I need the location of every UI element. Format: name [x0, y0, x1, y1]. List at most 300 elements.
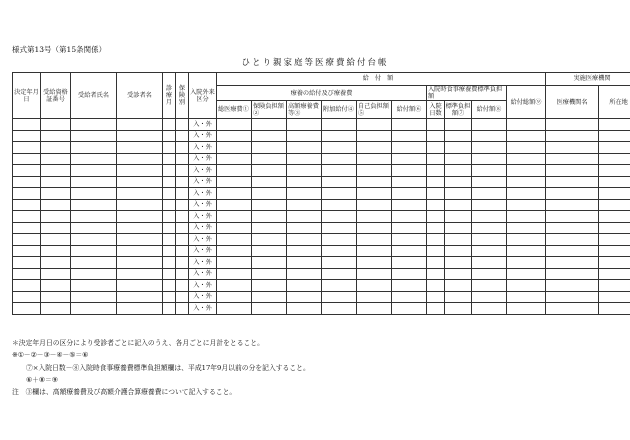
- ledger-cell[interactable]: [117, 245, 163, 257]
- ledger-cell[interactable]: [252, 130, 287, 142]
- ledger-cell[interactable]: [117, 268, 163, 280]
- ledger-cell[interactable]: [163, 245, 176, 257]
- ledger-cell[interactable]: [13, 188, 41, 200]
- ledger-cell[interactable]: [445, 257, 472, 269]
- ledger-cell[interactable]: [217, 257, 252, 269]
- ledger-cell[interactable]: [287, 234, 322, 246]
- ledger-cell[interactable]: [445, 211, 472, 223]
- ledger-cell[interactable]: [117, 153, 163, 165]
- ledger-cell[interactable]: [427, 268, 445, 280]
- ledger-cell[interactable]: [507, 280, 546, 292]
- ledger-cell[interactable]: [507, 142, 546, 154]
- ledger-cell[interactable]: [472, 153, 507, 165]
- ledger-cell[interactable]: [357, 119, 392, 131]
- ledger-cell[interactable]: [163, 291, 176, 303]
- ledger-cell[interactable]: [71, 176, 117, 188]
- ledger-cell[interactable]: [71, 188, 117, 200]
- ledger-cell[interactable]: [13, 130, 41, 142]
- ledger-cell[interactable]: [117, 257, 163, 269]
- ledger-cell[interactable]: [287, 176, 322, 188]
- ledger-cell[interactable]: [176, 245, 189, 257]
- ledger-cell[interactable]: [445, 303, 472, 315]
- ledger-cell[interactable]: [176, 188, 189, 200]
- ledger-cell[interactable]: [176, 211, 189, 223]
- ledger-cell[interactable]: [322, 268, 357, 280]
- ledger-cell[interactable]: [599, 222, 630, 234]
- ledger-cell[interactable]: [71, 222, 117, 234]
- ledger-cell[interactable]: [163, 211, 176, 223]
- ledger-cell[interactable]: [217, 222, 252, 234]
- ledger-cell[interactable]: [41, 303, 71, 315]
- ledger-cell[interactable]: [507, 291, 546, 303]
- ledger-cell[interactable]: [392, 245, 427, 257]
- ledger-cell[interactable]: [117, 222, 163, 234]
- ledger-cell[interactable]: [427, 303, 445, 315]
- ledger-cell[interactable]: [176, 165, 189, 177]
- ledger-cell[interactable]: [472, 165, 507, 177]
- ledger-cell[interactable]: [176, 176, 189, 188]
- ledger-cell[interactable]: [322, 245, 357, 257]
- ledger-cell[interactable]: [472, 188, 507, 200]
- ledger-cell[interactable]: [599, 245, 630, 257]
- ledger-cell[interactable]: [252, 303, 287, 315]
- ledger-cell[interactable]: [427, 245, 445, 257]
- ledger-cell[interactable]: [392, 211, 427, 223]
- ledger-cell[interactable]: [599, 257, 630, 269]
- ledger-cell[interactable]: [117, 142, 163, 154]
- ledger-cell[interactable]: [176, 280, 189, 292]
- ledger-cell[interactable]: [163, 257, 176, 269]
- ledger-cell[interactable]: [427, 176, 445, 188]
- ledger-cell[interactable]: [41, 130, 71, 142]
- ledger-cell[interactable]: [13, 257, 41, 269]
- ledger-cell[interactable]: [546, 222, 599, 234]
- ledger-cell[interactable]: [445, 222, 472, 234]
- ledger-cell[interactable]: [71, 268, 117, 280]
- ledger-cell[interactable]: [546, 245, 599, 257]
- ledger-cell[interactable]: [13, 280, 41, 292]
- ledger-cell[interactable]: [599, 153, 630, 165]
- ledger-cell[interactable]: [13, 303, 41, 315]
- ledger-cell[interactable]: [163, 130, 176, 142]
- ledger-cell[interactable]: [445, 268, 472, 280]
- ledger-cell[interactable]: [599, 199, 630, 211]
- ledger-cell[interactable]: [599, 142, 630, 154]
- ledger-cell[interactable]: [357, 222, 392, 234]
- ledger-cell[interactable]: [217, 153, 252, 165]
- ledger-cell[interactable]: [117, 211, 163, 223]
- ledger-cell[interactable]: [599, 268, 630, 280]
- ledger-cell[interactable]: [357, 257, 392, 269]
- ledger-cell[interactable]: [252, 199, 287, 211]
- ledger-cell[interactable]: [217, 130, 252, 142]
- ledger-cell[interactable]: [71, 257, 117, 269]
- ledger-cell[interactable]: [599, 211, 630, 223]
- ledger-cell[interactable]: [546, 176, 599, 188]
- ledger-cell[interactable]: [322, 303, 357, 315]
- ledger-cell[interactable]: [322, 280, 357, 292]
- ledger-cell[interactable]: [445, 245, 472, 257]
- ledger-cell[interactable]: [117, 199, 163, 211]
- ledger-cell[interactable]: [507, 222, 546, 234]
- ledger-cell[interactable]: [252, 268, 287, 280]
- ledger-cell[interactable]: [41, 165, 71, 177]
- ledger-cell[interactable]: [546, 211, 599, 223]
- ledger-cell[interactable]: [252, 280, 287, 292]
- ledger-cell[interactable]: [13, 245, 41, 257]
- ledger-cell[interactable]: [41, 176, 71, 188]
- ledger-cell[interactable]: [472, 199, 507, 211]
- ledger-cell[interactable]: [13, 199, 41, 211]
- ledger-cell[interactable]: [392, 199, 427, 211]
- ledger-cell[interactable]: [472, 257, 507, 269]
- ledger-cell[interactable]: [599, 303, 630, 315]
- ledger-cell[interactable]: [287, 165, 322, 177]
- ledger-cell[interactable]: [599, 130, 630, 142]
- ledger-cell[interactable]: [322, 153, 357, 165]
- ledger-cell[interactable]: [287, 268, 322, 280]
- ledger-cell[interactable]: [322, 222, 357, 234]
- ledger-cell[interactable]: [472, 291, 507, 303]
- ledger-cell[interactable]: [41, 291, 71, 303]
- ledger-cell[interactable]: [507, 176, 546, 188]
- ledger-cell[interactable]: [13, 176, 41, 188]
- ledger-cell[interactable]: [176, 222, 189, 234]
- ledger-cell[interactable]: [71, 280, 117, 292]
- ledger-cell[interactable]: [13, 165, 41, 177]
- ledger-cell[interactable]: [507, 130, 546, 142]
- ledger-cell[interactable]: [472, 211, 507, 223]
- ledger-cell[interactable]: [41, 222, 71, 234]
- ledger-cell[interactable]: [176, 142, 189, 154]
- ledger-cell[interactable]: [71, 303, 117, 315]
- ledger-cell[interactable]: [287, 257, 322, 269]
- ledger-cell[interactable]: [472, 142, 507, 154]
- ledger-cell[interactable]: [13, 268, 41, 280]
- ledger-cell[interactable]: [163, 268, 176, 280]
- ledger-cell[interactable]: [117, 130, 163, 142]
- ledger-cell[interactable]: [287, 188, 322, 200]
- ledger-cell[interactable]: [252, 257, 287, 269]
- ledger-cell[interactable]: [41, 153, 71, 165]
- ledger-cell[interactable]: [322, 119, 357, 131]
- ledger-cell[interactable]: [163, 303, 176, 315]
- ledger-cell[interactable]: [427, 130, 445, 142]
- ledger-cell[interactable]: [163, 280, 176, 292]
- ledger-cell[interactable]: [546, 142, 599, 154]
- ledger-cell[interactable]: [546, 199, 599, 211]
- ledger-cell[interactable]: [252, 188, 287, 200]
- ledger-cell[interactable]: [13, 119, 41, 131]
- ledger-cell[interactable]: [287, 291, 322, 303]
- ledger-cell[interactable]: [217, 142, 252, 154]
- ledger-cell[interactable]: [71, 165, 117, 177]
- ledger-cell[interactable]: [445, 165, 472, 177]
- ledger-cell[interactable]: [472, 222, 507, 234]
- ledger-cell[interactable]: [392, 257, 427, 269]
- ledger-cell[interactable]: [472, 119, 507, 131]
- ledger-cell[interactable]: [287, 199, 322, 211]
- ledger-cell[interactable]: [427, 199, 445, 211]
- ledger-cell[interactable]: [472, 303, 507, 315]
- ledger-cell[interactable]: [445, 280, 472, 292]
- ledger-cell[interactable]: [507, 199, 546, 211]
- ledger-cell[interactable]: [445, 142, 472, 154]
- ledger-cell[interactable]: [117, 234, 163, 246]
- ledger-cell[interactable]: [507, 153, 546, 165]
- ledger-cell[interactable]: [546, 291, 599, 303]
- ledger-cell[interactable]: [392, 165, 427, 177]
- ledger-cell[interactable]: [392, 303, 427, 315]
- ledger-cell[interactable]: [392, 234, 427, 246]
- ledger-cell[interactable]: [445, 176, 472, 188]
- ledger-cell[interactable]: [599, 280, 630, 292]
- ledger-cell[interactable]: [445, 234, 472, 246]
- ledger-cell[interactable]: [252, 234, 287, 246]
- ledger-cell[interactable]: [71, 119, 117, 131]
- ledger-cell[interactable]: [357, 268, 392, 280]
- ledger-cell[interactable]: [287, 130, 322, 142]
- ledger-cell[interactable]: [472, 280, 507, 292]
- ledger-cell[interactable]: [117, 176, 163, 188]
- ledger-cell[interactable]: [445, 188, 472, 200]
- ledger-cell[interactable]: [176, 291, 189, 303]
- ledger-cell[interactable]: [41, 280, 71, 292]
- ledger-cell[interactable]: [71, 142, 117, 154]
- ledger-cell[interactable]: [13, 291, 41, 303]
- ledger-cell[interactable]: [71, 211, 117, 223]
- ledger-cell[interactable]: [472, 234, 507, 246]
- ledger-cell[interactable]: [546, 119, 599, 131]
- ledger-cell[interactable]: [546, 188, 599, 200]
- ledger-cell[interactable]: [507, 245, 546, 257]
- ledger-cell[interactable]: [472, 245, 507, 257]
- ledger-cell[interactable]: [599, 234, 630, 246]
- ledger-cell[interactable]: [41, 211, 71, 223]
- ledger-cell[interactable]: [445, 291, 472, 303]
- ledger-cell[interactable]: [217, 176, 252, 188]
- ledger-cell[interactable]: [357, 234, 392, 246]
- ledger-cell[interactable]: [176, 119, 189, 131]
- ledger-cell[interactable]: [41, 268, 71, 280]
- ledger-cell[interactable]: [41, 199, 71, 211]
- ledger-cell[interactable]: [392, 268, 427, 280]
- ledger-cell[interactable]: [546, 130, 599, 142]
- ledger-cell[interactable]: [71, 245, 117, 257]
- ledger-cell[interactable]: [427, 119, 445, 131]
- ledger-cell[interactable]: [176, 268, 189, 280]
- ledger-cell[interactable]: [252, 142, 287, 154]
- ledger-cell[interactable]: [163, 234, 176, 246]
- ledger-cell[interactable]: [163, 199, 176, 211]
- ledger-cell[interactable]: [357, 130, 392, 142]
- ledger-cell[interactable]: [427, 257, 445, 269]
- ledger-cell[interactable]: [392, 291, 427, 303]
- ledger-cell[interactable]: [427, 165, 445, 177]
- ledger-cell[interactable]: [599, 165, 630, 177]
- ledger-cell[interactable]: [546, 153, 599, 165]
- ledger-cell[interactable]: [287, 211, 322, 223]
- ledger-cell[interactable]: [252, 165, 287, 177]
- ledger-cell[interactable]: [392, 222, 427, 234]
- ledger-cell[interactable]: [322, 176, 357, 188]
- ledger-cell[interactable]: [322, 234, 357, 246]
- ledger-cell[interactable]: [357, 142, 392, 154]
- ledger-cell[interactable]: [252, 222, 287, 234]
- ledger-cell[interactable]: [322, 211, 357, 223]
- ledger-cell[interactable]: [392, 142, 427, 154]
- ledger-cell[interactable]: [546, 303, 599, 315]
- ledger-cell[interactable]: [357, 280, 392, 292]
- ledger-cell[interactable]: [427, 222, 445, 234]
- ledger-cell[interactable]: [217, 199, 252, 211]
- ledger-cell[interactable]: [322, 142, 357, 154]
- ledger-cell[interactable]: [392, 153, 427, 165]
- ledger-cell[interactable]: [117, 280, 163, 292]
- ledger-cell[interactable]: [427, 234, 445, 246]
- ledger-cell[interactable]: [599, 291, 630, 303]
- ledger-cell[interactable]: [357, 176, 392, 188]
- ledger-cell[interactable]: [507, 119, 546, 131]
- ledger-cell[interactable]: [546, 257, 599, 269]
- ledger-cell[interactable]: [507, 234, 546, 246]
- ledger-cell[interactable]: [117, 165, 163, 177]
- ledger-cell[interactable]: [71, 234, 117, 246]
- ledger-cell[interactable]: [13, 234, 41, 246]
- ledger-cell[interactable]: [287, 153, 322, 165]
- ledger-cell[interactable]: [322, 188, 357, 200]
- ledger-cell[interactable]: [252, 291, 287, 303]
- ledger-cell[interactable]: [507, 257, 546, 269]
- ledger-cell[interactable]: [117, 188, 163, 200]
- ledger-cell[interactable]: [546, 165, 599, 177]
- ledger-cell[interactable]: [252, 245, 287, 257]
- ledger-cell[interactable]: [322, 257, 357, 269]
- ledger-cell[interactable]: [599, 176, 630, 188]
- ledger-cell[interactable]: [357, 165, 392, 177]
- ledger-cell[interactable]: [217, 119, 252, 131]
- ledger-cell[interactable]: [41, 188, 71, 200]
- ledger-cell[interactable]: [13, 222, 41, 234]
- ledger-cell[interactable]: [163, 165, 176, 177]
- ledger-cell[interactable]: [546, 234, 599, 246]
- ledger-cell[interactable]: [41, 234, 71, 246]
- ledger-cell[interactable]: [507, 211, 546, 223]
- ledger-cell[interactable]: [217, 188, 252, 200]
- ledger-cell[interactable]: [392, 176, 427, 188]
- ledger-cell[interactable]: [287, 245, 322, 257]
- ledger-cell[interactable]: [287, 303, 322, 315]
- ledger-cell[interactable]: [445, 153, 472, 165]
- ledger-cell[interactable]: [427, 188, 445, 200]
- ledger-cell[interactable]: [217, 268, 252, 280]
- ledger-cell[interactable]: [176, 257, 189, 269]
- ledger-cell[interactable]: [13, 142, 41, 154]
- ledger-cell[interactable]: [427, 280, 445, 292]
- ledger-cell[interactable]: [41, 142, 71, 154]
- ledger-cell[interactable]: [445, 119, 472, 131]
- ledger-cell[interactable]: [322, 130, 357, 142]
- ledger-cell[interactable]: [217, 291, 252, 303]
- ledger-cell[interactable]: [445, 130, 472, 142]
- ledger-cell[interactable]: [357, 188, 392, 200]
- ledger-cell[interactable]: [176, 130, 189, 142]
- ledger-cell[interactable]: [427, 153, 445, 165]
- ledger-cell[interactable]: [427, 142, 445, 154]
- ledger-cell[interactable]: [71, 130, 117, 142]
- ledger-cell[interactable]: [507, 188, 546, 200]
- ledger-cell[interactable]: [357, 153, 392, 165]
- ledger-cell[interactable]: [217, 234, 252, 246]
- ledger-cell[interactable]: [252, 153, 287, 165]
- ledger-cell[interactable]: [217, 280, 252, 292]
- ledger-cell[interactable]: [163, 188, 176, 200]
- ledger-cell[interactable]: [163, 153, 176, 165]
- ledger-cell[interactable]: [252, 211, 287, 223]
- ledger-cell[interactable]: [287, 119, 322, 131]
- ledger-cell[interactable]: [163, 176, 176, 188]
- ledger-cell[interactable]: [599, 188, 630, 200]
- ledger-cell[interactable]: [217, 245, 252, 257]
- ledger-cell[interactable]: [546, 280, 599, 292]
- ledger-cell[interactable]: [599, 119, 630, 131]
- ledger-cell[interactable]: [176, 153, 189, 165]
- ledger-cell[interactable]: [287, 142, 322, 154]
- ledger-cell[interactable]: [287, 280, 322, 292]
- ledger-cell[interactable]: [392, 188, 427, 200]
- ledger-cell[interactable]: [163, 119, 176, 131]
- ledger-cell[interactable]: [41, 245, 71, 257]
- ledger-cell[interactable]: [507, 303, 546, 315]
- ledger-cell[interactable]: [357, 199, 392, 211]
- ledger-cell[interactable]: [41, 257, 71, 269]
- ledger-cell[interactable]: [507, 165, 546, 177]
- ledger-cell[interactable]: [252, 119, 287, 131]
- ledger-cell[interactable]: [507, 268, 546, 280]
- ledger-cell[interactable]: [176, 199, 189, 211]
- ledger-cell[interactable]: [217, 303, 252, 315]
- ledger-cell[interactable]: [252, 176, 287, 188]
- ledger-cell[interactable]: [117, 291, 163, 303]
- ledger-cell[interactable]: [13, 153, 41, 165]
- ledger-cell[interactable]: [117, 303, 163, 315]
- ledger-cell[interactable]: [176, 303, 189, 315]
- ledger-cell[interactable]: [392, 119, 427, 131]
- ledger-cell[interactable]: [357, 245, 392, 257]
- ledger-cell[interactable]: [427, 291, 445, 303]
- ledger-cell[interactable]: [357, 291, 392, 303]
- ledger-cell[interactable]: [357, 303, 392, 315]
- ledger-cell[interactable]: [322, 291, 357, 303]
- ledger-cell[interactable]: [546, 268, 599, 280]
- ledger-cell[interactable]: [176, 234, 189, 246]
- ledger-cell[interactable]: [41, 119, 71, 131]
- ledger-cell[interactable]: [71, 199, 117, 211]
- ledger-cell[interactable]: [472, 268, 507, 280]
- ledger-cell[interactable]: [287, 222, 322, 234]
- ledger-cell[interactable]: [472, 176, 507, 188]
- ledger-cell[interactable]: [322, 199, 357, 211]
- ledger-cell[interactable]: [445, 199, 472, 211]
- ledger-cell[interactable]: [392, 130, 427, 142]
- ledger-cell[interactable]: [71, 291, 117, 303]
- ledger-cell[interactable]: [217, 165, 252, 177]
- ledger-cell[interactable]: [71, 153, 117, 165]
- ledger-cell[interactable]: [392, 280, 427, 292]
- ledger-cell[interactable]: [357, 211, 392, 223]
- ledger-cell[interactable]: [217, 211, 252, 223]
- ledger-cell[interactable]: [13, 211, 41, 223]
